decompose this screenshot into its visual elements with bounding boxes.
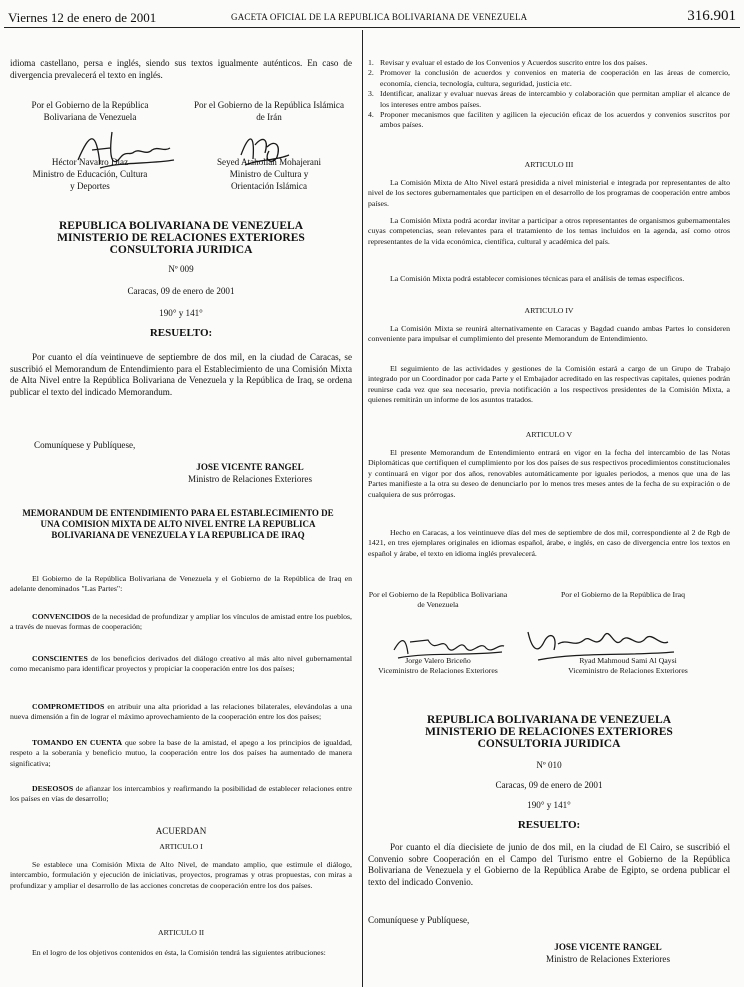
signatory-title-al-qaysi: Viceministro de Relaciones Exteriores <box>568 666 688 675</box>
signatory-title-valero: Viceministro de Relaciones Exteriores <box>378 666 498 675</box>
recital-convencidos <box>10 612 352 633</box>
list-item <box>368 68 730 89</box>
por-cuanto-paragraph: Por cuanto el día diecisiete de junio de dos mil, en la ciudad de El Cairo, se suscribió el Convenio sobre Cooperación en el Campo del Turismo entre el Gobierno de la República Bolivariana de Venezuela y el Gobierno de la República Arabe de Egipto, se ordena publicar el texto del indicado Convenio. <box>368 842 730 887</box>
article-3-paragraph-2: La Comisión Mixta podrá acordar invitar a participar a otros representantes de organismos gubernamentales cuyas competencias, sean relevantes para el tratamiento de los temas incluidos en la agenda, así como otros representantes de la vida económica, científica, cultural y académica del país. <box>368 216 730 246</box>
attributions-list <box>368 58 730 131</box>
signatory-gov-iraq: Por el Gobierno de la República de Iraq <box>560 590 686 599</box>
item-text: Identificar, analizar y evaluar nuevas áreas de intercambio y colaboración que permitan ampliar el alcance de los intereses entre ambos países. <box>380 89 730 109</box>
minister-name: JOSE VICENTE RANGEL <box>196 462 304 472</box>
item-text: Promover la conclusión de acuerdos y convenios en materia de cooperación en las áreas de comercio, economía, ciencia, tecnología, cultura, seguridad, justicia etc. <box>380 68 730 88</box>
minister-name: JOSE VICENTE RANGEL <box>554 942 662 952</box>
comuniquese-text: Comuníquese y Publíquese, <box>368 915 470 925</box>
department-name: CONSULTORIA JURIDICA <box>477 738 621 750</box>
recital-lead: TOMANDO EN CUENTA <box>32 738 123 747</box>
list-item <box>368 89 730 110</box>
item-number: 4. <box>368 110 374 120</box>
signatory-name-al-qaysi: Ryad Mahmoud Sami Al Qaysi <box>579 656 677 665</box>
recital-tomando <box>10 738 352 769</box>
right-column <box>368 30 736 987</box>
recital-body: de afianzar los intercambios y reafirmando la posibilidad de establecer relaciones entre los países en vías de desarrollo; <box>10 784 352 804</box>
resuelto-heading: RESUELTO: <box>149 327 213 339</box>
article-3-paragraph-3: La Comisión Mixta podrá establecer comisiones técnicas para el análisis de temas específicos. <box>390 274 685 283</box>
item-text: Proponer mecanismos que faciliten y agilicen la ejecución eficaz de los acuerdos y convenios suscritos por ambos países. <box>380 110 730 130</box>
memorandum-preamble: El Gobierno de la República Bolivariana de Venezuela y el Gobierno de la República de Iraq en adelante denominados "Las Partes": <box>10 574 352 594</box>
por-cuanto-paragraph: Por cuanto el día veintinueve de septiembre de dos mil, en la ciudad de Caracas, se suscribió el Memorandum de Entendimiento para el Establecimiento de una Comisión Mixta de Alta Nivel entre la República Bolivariana de Venezuela y la República de Iraq, se ordena publicar el texto del indicado Memorandum. <box>10 352 352 397</box>
signatory-title-mohajerani: Ministro de Cultura y Orientación Islámica <box>229 169 309 191</box>
signatory-name-valero: Jorge Valero Briceño <box>405 656 471 665</box>
memorandum-title: MEMORANDUM DE ENTENDIMIENTO PARA EL ESTABLECIMIENTO DE UNA COMISION MIXTA DE ALTO NIVEL ENTRE LA REPUBLICA BOLIVARIANA DE VENEZUELA Y LA REPUBLICA DE IRAQ <box>22 508 334 540</box>
minister-title: Ministro de Relaciones Exteriores <box>188 474 312 484</box>
resolution-place-date: Caracas, 09 de enero de 2001 <box>127 286 235 296</box>
recital-conscientes <box>10 654 352 675</box>
item-number: 3. <box>368 89 374 99</box>
page-number: 316.901 <box>687 8 736 24</box>
comuniquese-text: Comuníquese y Publíquese, <box>34 440 136 450</box>
recital-body: de la necesidad de profundizar y ampliar los vínculos de amistad entre los pueblos, a través de nuevas formas de cooperación; <box>10 612 352 632</box>
recital-lead: CONSCIENTES <box>32 654 88 663</box>
acuerdan-heading: ACUERDAN <box>155 826 207 836</box>
left-column <box>10 30 352 987</box>
signatory-name-mohajerani: Seyed Atahollah Mohajerani <box>216 157 322 167</box>
signatory-gov-venezuela: Por el Gobierno de la República Bolivariana de Venezuela <box>368 590 508 610</box>
institution-name: REPUBLICA BOLIVARIANA DE VENEZUELA <box>426 714 671 726</box>
article-2-heading: ARTICULO II <box>157 928 205 937</box>
recital-deseosos <box>10 784 352 805</box>
article-1-text: Se establece una Comisión Mixta de Alto Nivel, de mandato amplio, que estimule el diálogo, intercambio, formulación y ejecución de iniciativas, proyectos, programas y otras propuestas, con miras a profundizar y ampliar el desarrollo de las acciones concretas de cooperación entre los dos países. <box>10 860 352 890</box>
recital-body: de los beneficios derivados del diálogo creativo al más alto nivel gubernamental como mecanismo para identificar proyectos y propiciar la cooperación entre los dos países; <box>10 654 352 674</box>
item-number: 2. <box>368 68 374 78</box>
recital-body: que sobre la base de la amistad, el apego a los principios de igualdad, respeto a la soberanía y beneficio mutuo, la cooperación entre los dos países ha aumentado de manera significativa; <box>10 738 352 768</box>
list-item <box>368 110 730 131</box>
resolution-number: Nº 010 <box>536 760 562 770</box>
article-5-paragraph-1: El presente Memorandum de Entendimiento entrará en vigor en la fecha del intercambio de las Notas Diplomáticas que certifiquen el cumplimiento por los dos países de sus respectivos procedimientos constitucionales y continuará en vigor por dos años, renovables automáticamente por iguales periodos, a menos que una de las Partes manifieste a la otra su deseo de denunciarlo por lo menos tres meses antes de la fecha de su expiración o de cualquiera de sus prórrogas. <box>368 448 730 499</box>
signatory-gov-iran: Por el Gobierno de la República Islámica de Irán <box>194 100 344 122</box>
department-name: CONSULTORIA JURIDICA <box>109 244 253 256</box>
gazette-title: GACETA OFICIAL DE LA REPUBLICA BOLIVARIANA DE VENEZUELA <box>231 12 528 22</box>
minister-title: Ministro de Relaciones Exteriores <box>546 954 670 964</box>
recital-lead: DESEOSOS <box>32 784 74 793</box>
item-text: Revisar y evaluar el estado de los Convenios y Acuerdos suscrito entre los dos países. <box>380 58 648 67</box>
article-3-paragraph-1: La Comisión Mixta de Alto Nivel estará presidida a nivel ministerial e integrada por representantes de alto nivel de los sectores gubernamentales que participen en el desarrollo de los programas de cooperación entre ambos países. <box>368 178 730 208</box>
recital-lead: COMPROMETIDOS <box>32 702 105 711</box>
ministry-name: MINISTERIO DE RELACIONES EXTERIORES <box>57 232 305 244</box>
article-2-text: En el logro de los objetivos contenidos en ésta, la Comisión tendrá las siguientes atribuciones: <box>32 948 326 957</box>
resolution-number: Nº 009 <box>168 264 194 274</box>
intro-text: idioma castellano, persa e inglés, siendo sus textos igualmente auténticos. En caso de divergencia prevalecerá el texto en inglés. <box>10 58 352 80</box>
recital-comprometidos <box>10 702 352 723</box>
ministry-name: MINISTERIO DE RELACIONES EXTERIORES <box>425 726 673 738</box>
signatory-gov-venezuela: Por el Gobierno de la República Bolivariana de Venezuela <box>31 100 149 122</box>
recital-body: en atribuir una alta prioridad a las relaciones bilaterales, elevándolas a una nueva dimensión a fin de lograr el máximo aprovechamiento de la cooperación entre los dos países; <box>10 702 352 722</box>
column-divider <box>362 30 363 987</box>
article-4-paragraph-1: La Comisión Mixta se reunirá alternativamente en Caracas y Bagdad cuando ambas Partes lo consideren conveniente para impulsar el cumplimiento del presente Memorandum de Entendimiento. <box>368 324 730 344</box>
item-number: 1. <box>368 58 374 67</box>
list-item <box>368 58 730 68</box>
resolution-place-date: Caracas, 09 de enero de 2001 <box>495 780 603 790</box>
resolution-years: 190° y 141° <box>527 800 571 810</box>
signatory-name-navarro: Héctor Navarro Díaz <box>51 157 129 167</box>
resolution-years: 190° y 141° <box>159 308 203 318</box>
recital-lead: CONVENCIDOS <box>32 612 91 621</box>
article-3-heading: ARTICULO III <box>524 160 574 169</box>
article-1-heading: ARTICULO I <box>159 842 203 851</box>
article-5-paragraph-2: Hecho en Caracas, a los veintinueve días del mes de septiembre de dos mil, correspondiente al 2 de Rgb de 1421, en tres ejemplares originales en idiomas español, árabe, e inglés, en caso de divergencia entre los textos en español y árabe, el texto en idioma inglés prevalecerá. <box>368 528 730 558</box>
header-date: Viernes 12 de enero de 2001 <box>8 10 157 25</box>
resuelto-heading: RESUELTO: <box>517 819 581 831</box>
gazette-header <box>0 0 744 30</box>
header-rule <box>4 27 740 28</box>
signatory-title-navarro: Ministro de Educación, Cultura y Deportes <box>32 169 148 191</box>
article-4-paragraph-2: El seguimiento de las actividades y gestiones de la Comisión estará a cargo de un Grupo de Trabajo integrado por un Coordinador por cada Parte y el Embajador acreditado en las respectivas capitales, quienes podrán reunirse cada vez que sea necesario, previa notificación a los respectivos presidentes de la Comisión Mixta, a quienes remitirán un informe de los asuntos tratados. <box>368 364 730 405</box>
institution-name: REPUBLICA BOLIVARIANA DE VENEZUELA <box>58 220 303 232</box>
article-4-heading: ARTICULO IV <box>524 306 574 315</box>
article-5-heading: ARTICULO V <box>525 430 573 439</box>
